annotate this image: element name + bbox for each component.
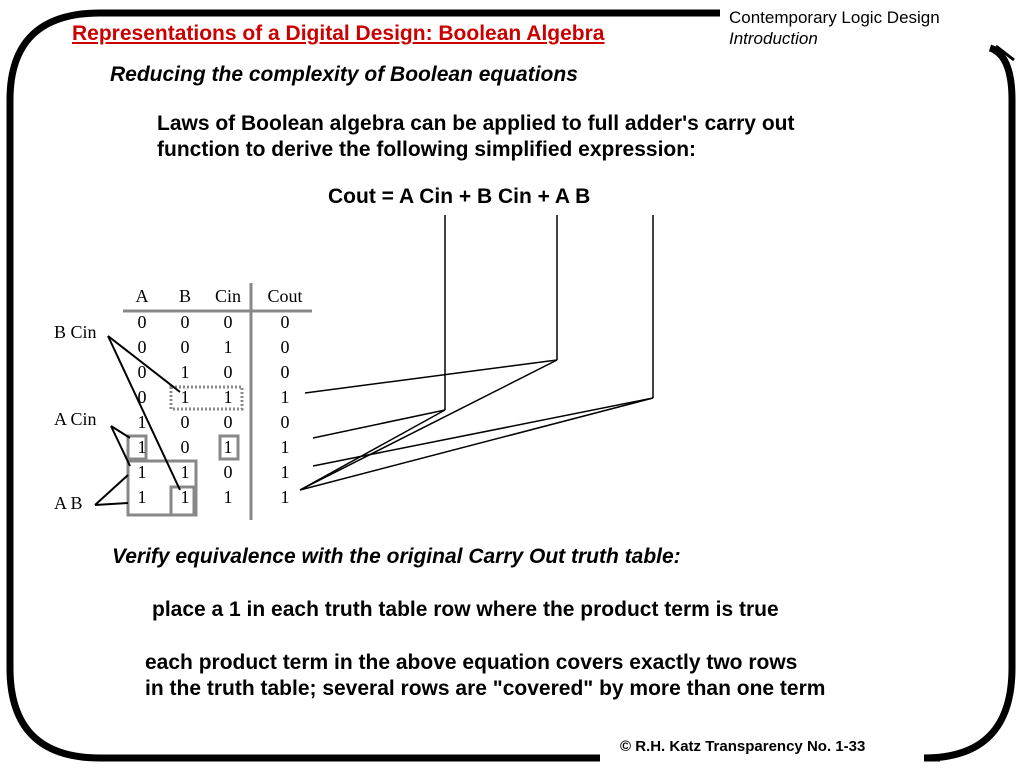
table-cell-cout: 0 [280,362,290,382]
table-header-b: B [178,286,192,306]
course-name: Contemporary Logic Design [729,8,940,27]
label-a-cin: A Cin [54,409,97,429]
verify-heading: Verify equivalence with the original Carry Out truth table: [112,545,681,568]
table-cell-a: 0 [137,362,147,382]
table-cell-b: 0 [180,437,190,457]
label-a-b: A B [54,493,83,513]
table-cell-cout: 0 [280,337,290,357]
section-name: Introduction [729,29,818,48]
note-place: place a 1 in each truth table row where the product term is true [152,598,779,621]
intro-line-2: function to derive the following simplified expression: [157,138,697,161]
table-cell-b: 0 [180,312,190,332]
intro-line-1: Laws of Boolean algebra can be applied to full adder's carry out [157,112,795,135]
table-cell-cout: 1 [280,487,290,507]
table-cell-cin: 0 [223,412,233,432]
table-cell-a: 0 [137,337,147,357]
table-cell-a: 0 [137,312,147,332]
slide-subtitle: Reducing the complexity of Boolean equations [110,63,578,86]
table-cell-cin: 0 [223,462,233,482]
table-cell-cin: 1 [223,337,233,357]
table-cell-cin: 0 [223,362,233,382]
table-header-cin: Cin [214,286,242,306]
label-b-cin: B Cin [54,322,97,342]
table-header-cout: Cout [267,286,303,306]
table-cell-b: 1 [180,362,190,382]
table-cell-cout: 1 [280,437,290,457]
table-cell-a: 1 [137,412,147,432]
table-cell-a: 1 [137,462,147,482]
note-cover-line-2: in the truth table; several rows are "covered" by more than one term [145,677,826,700]
note-cover-line-1: each product term in the above equation covers exactly two rows [145,651,798,674]
table-cell-b: 1 [180,487,190,507]
table-cell-cin: 1 [223,437,233,457]
footer-credit: © R.H. Katz Transparency No. 1-33 [620,738,866,755]
table-cell-cin: 1 [223,387,233,407]
table-cell-a: 1 [137,487,147,507]
table-cell-b: 0 [180,337,190,357]
table-cell-cout: 0 [280,312,290,332]
table-cell-cout: 1 [280,387,290,407]
carry-out-equation: Cout = A Cin + B Cin + A B [328,185,591,208]
table-cell-b: 0 [180,412,190,432]
table-cell-cout: 1 [280,462,290,482]
table-cell-a: 0 [137,387,147,407]
slide-title: Representations of a Digital Design: Boolean Algebra [72,22,605,45]
table-cell-b: 1 [180,462,190,482]
table-cell-cin: 0 [223,312,233,332]
table-cell-cin: 1 [223,487,233,507]
table-cell-a: 1 [137,437,147,457]
table-header-a: A [135,286,149,306]
table-cell-cout: 0 [280,412,290,432]
table-cell-b: 1 [180,387,190,407]
